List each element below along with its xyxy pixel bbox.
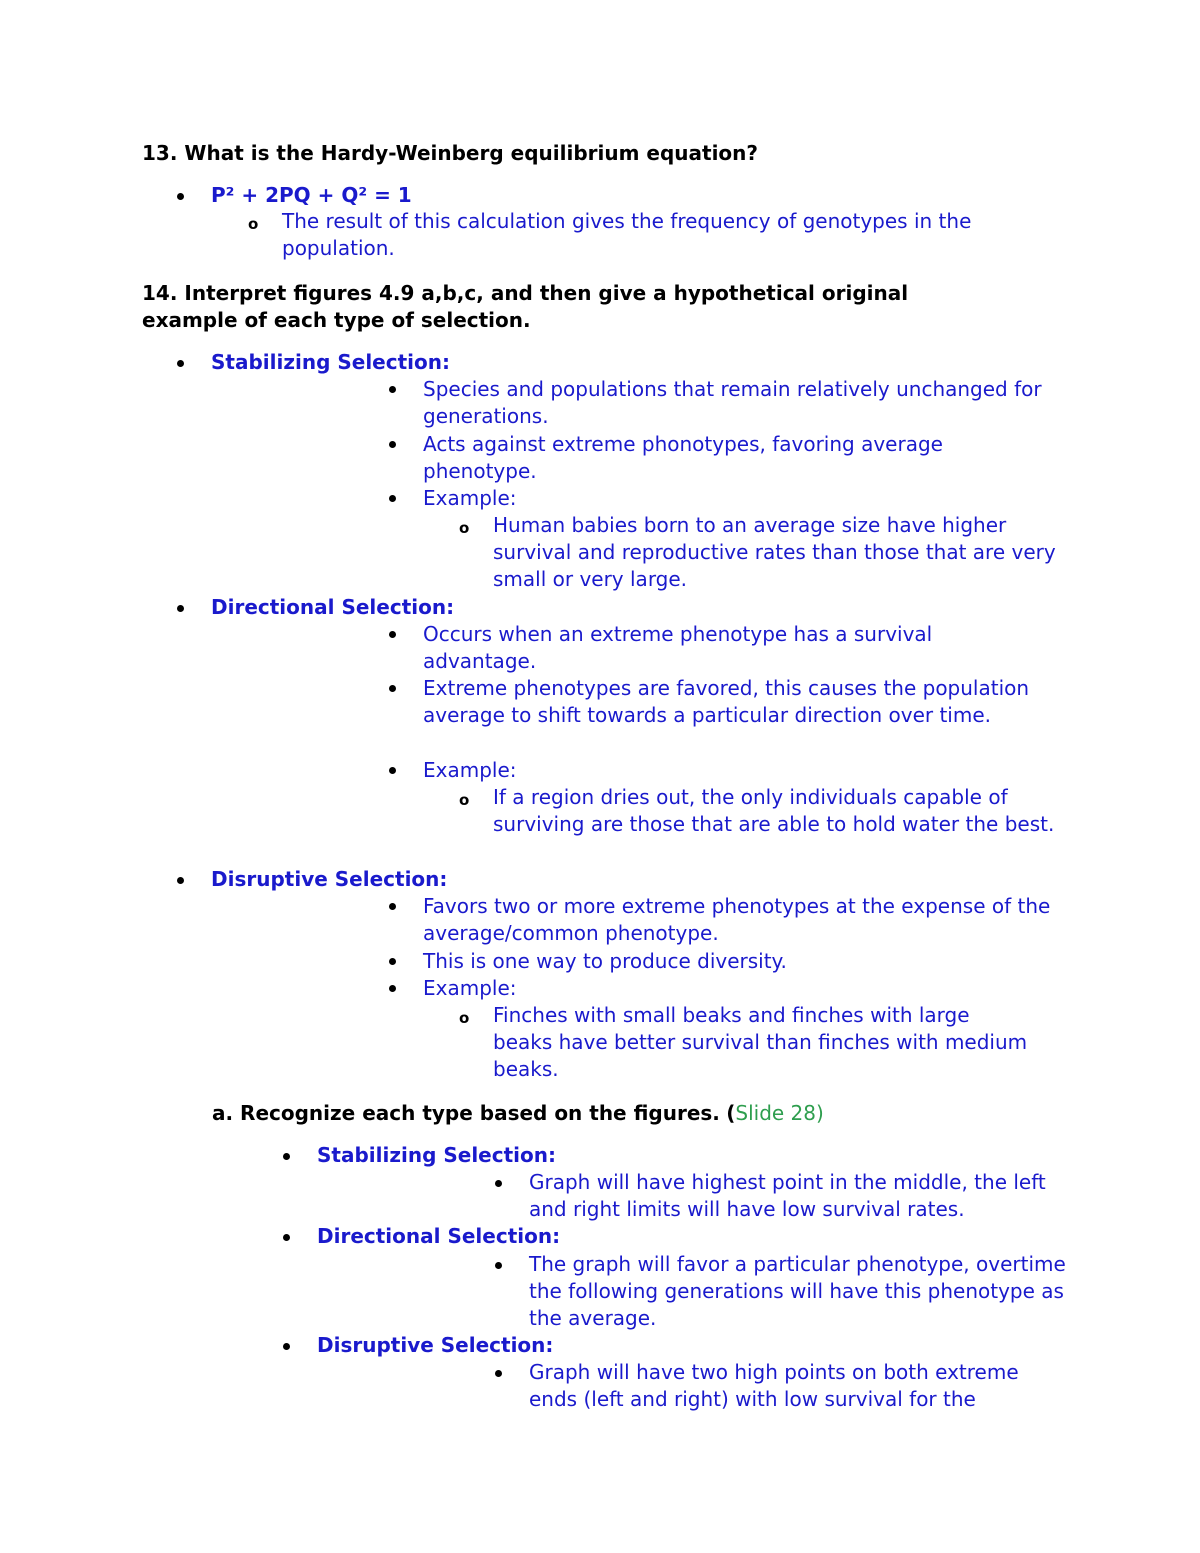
sub-bullet-icon: o — [459, 791, 470, 809]
directional-example: If a region dries out, the only individuals capable of surviving are those that are able to hold water the best. — [493, 785, 1055, 836]
part-a-label: a. Recognize each type based on the figures. — [212, 1101, 720, 1125]
disruptive-selection-title: Disruptive Selection: — [211, 867, 448, 891]
bullet-icon — [389, 985, 396, 992]
bullet-icon — [389, 495, 396, 502]
bullet-icon — [389, 903, 396, 910]
part-a-heading — [212, 1100, 1012, 1127]
question-14: 14. Interpret figures 4.9 a,b,c, and then give a hypothetical original example of each type of selection. — [142, 281, 909, 332]
directional-point-1: Occurs when an extreme phenotype has a survival advantage. — [423, 622, 933, 673]
directional-selection-title: Directional Selection: — [211, 595, 455, 619]
disruptive-point-3: Example: — [423, 976, 517, 1000]
bullet-icon — [177, 193, 184, 200]
stabilizing-point-3: Example: — [423, 486, 517, 510]
bullet-icon — [495, 1370, 502, 1377]
bullet-icon — [389, 958, 396, 965]
disruptive-example: Finches with small beaks and finches with large beaks have better survival than finches with medium beaks. — [493, 1003, 1028, 1081]
bullet-icon — [389, 685, 396, 692]
bullet-icon — [283, 1343, 290, 1350]
bullet-icon — [389, 631, 396, 638]
part-a-stabilizing-title: Stabilizing Selection: — [317, 1143, 556, 1167]
part-a-disruptive-title: Disruptive Selection: — [317, 1333, 554, 1357]
part-a-disruptive-text: Graph will have two high points on both extreme ends (left and right) with low survival for the — [529, 1360, 1019, 1411]
bullet-icon — [177, 605, 184, 612]
bullet-icon — [389, 386, 396, 393]
disruptive-point-2: This is one way to produce diversity. — [423, 949, 787, 973]
part-a-directional-title: Directional Selection: — [317, 1224, 561, 1248]
bullet-icon — [389, 441, 396, 448]
sub-bullet-icon: o — [459, 1009, 470, 1027]
slide-reference: Slide 28) — [735, 1101, 824, 1125]
bullet-icon — [283, 1153, 290, 1160]
part-a-directional-text: The graph will favor a particular phenotype, overtime the following generations will have this phenotype as the average. — [529, 1252, 1066, 1330]
question-13: 13. What is the Hardy-Weinberg equilibrium equation? — [142, 141, 759, 165]
stabilizing-selection-title: Stabilizing Selection: — [211, 350, 450, 374]
sub-bullet-icon: o — [248, 215, 259, 233]
part-a-paren: ( — [726, 1101, 736, 1125]
equation-explanation: The result of this calculation gives the frequency of genotypes in the population. — [282, 209, 972, 260]
sub-bullet-icon: o — [459, 519, 470, 537]
bullet-icon — [389, 767, 396, 774]
bullet-icon — [495, 1180, 502, 1187]
stabilizing-point-1: Species and populations that remain relatively unchanged for generations. — [423, 377, 1042, 428]
disruptive-point-1: Favors two or more extreme phenotypes at the expense of the average/common phenotype. — [423, 894, 1051, 945]
hardy-weinberg-equation: P² + 2PQ + Q² = 1 — [211, 183, 412, 207]
bullet-icon — [495, 1262, 502, 1269]
bullet-icon — [177, 877, 184, 884]
part-a-stabilizing-text: Graph will have highest point in the middle, the left and right limits will have low survival rates. — [529, 1170, 1046, 1221]
stabilizing-point-2: Acts against extreme phonotypes, favoring average phenotype. — [423, 432, 943, 483]
directional-point-2: Extreme phenotypes are favored, this causes the population average to shift towards a particular direction over time. — [423, 676, 1030, 727]
stabilizing-example: Human babies born to an average size have higher survival and reproductive rates than those that are very small or very large. — [493, 513, 1056, 591]
bullet-icon — [283, 1234, 290, 1241]
directional-point-3: Example: — [423, 758, 517, 782]
bullet-icon — [177, 360, 184, 367]
